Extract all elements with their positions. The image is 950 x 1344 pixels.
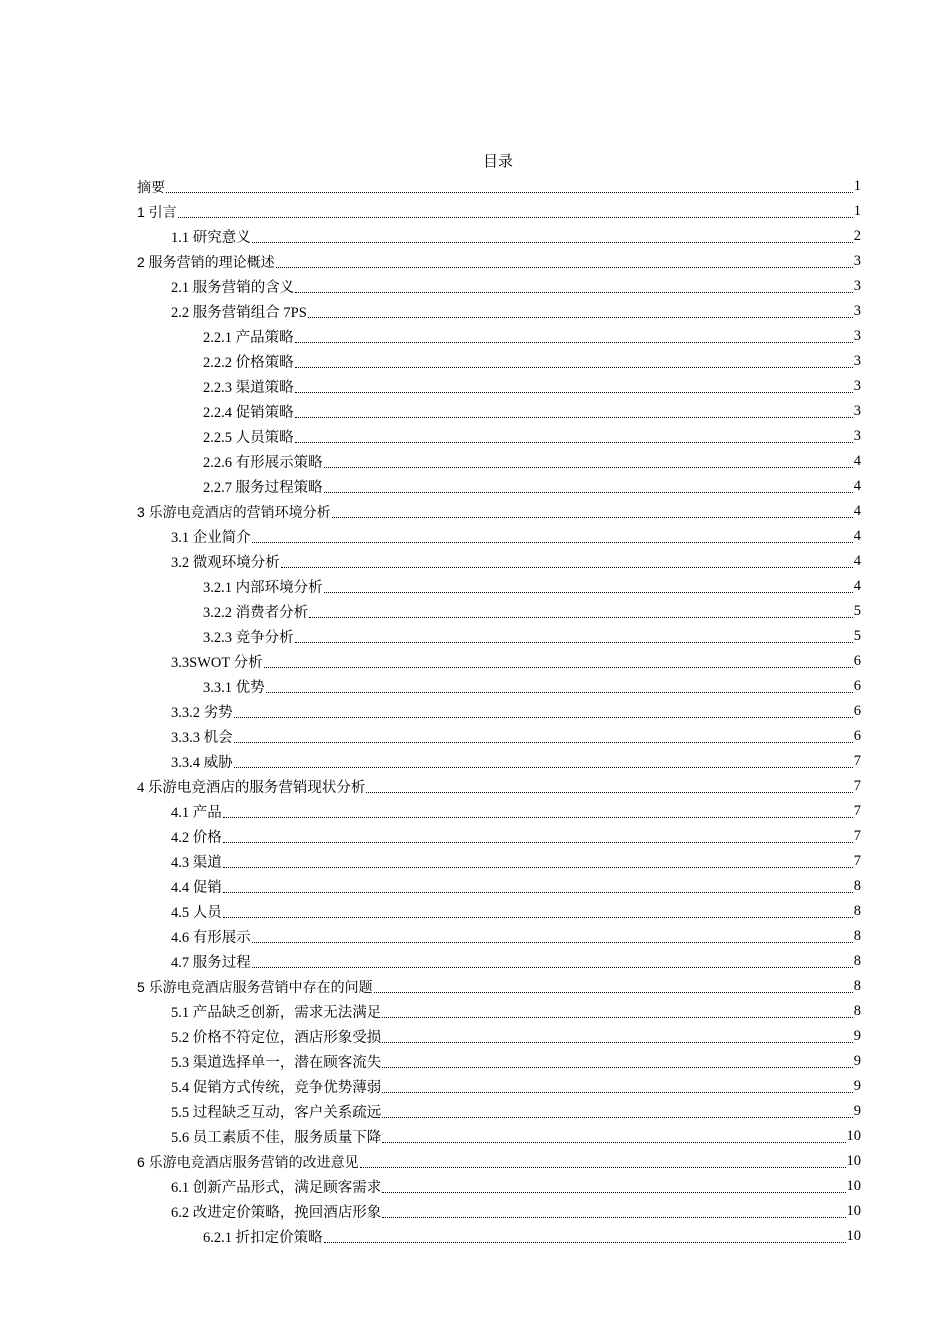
toc-entry[interactable] bbox=[137, 799, 861, 824]
toc-entry-label: 3.3SWOT 分析 bbox=[171, 655, 263, 671]
toc-entry[interactable] bbox=[137, 624, 861, 649]
dot-leader bbox=[374, 978, 853, 993]
toc-entry-label: 6.1 创新产品形式，满足顾客需求 bbox=[171, 1180, 382, 1196]
toc-entry-label: 4.3 渠道 bbox=[171, 855, 222, 871]
dot-leader bbox=[252, 928, 853, 943]
toc-entry-page-number: 8 bbox=[853, 928, 861, 944]
toc-entry-label: 摘要 bbox=[137, 178, 165, 195]
toc-entry-label: 4.5 人员 bbox=[171, 905, 222, 921]
dot-leader bbox=[266, 678, 853, 693]
toc-entry[interactable] bbox=[137, 849, 861, 874]
dot-leader bbox=[332, 503, 853, 518]
toc-entry-page-number: 10 bbox=[846, 1178, 861, 1194]
toc-entry[interactable] bbox=[137, 1049, 861, 1074]
toc-entry[interactable] bbox=[137, 499, 861, 524]
toc-entry[interactable] bbox=[137, 199, 861, 224]
toc-entry-page-number: 8 bbox=[853, 878, 861, 894]
toc-entry-page-number: 9 bbox=[853, 1078, 861, 1094]
toc-entry-page-number: 6 bbox=[853, 653, 861, 669]
dot-leader bbox=[223, 803, 853, 818]
toc-entry-page-number: 6 bbox=[853, 703, 861, 719]
toc-entry[interactable] bbox=[137, 874, 861, 899]
toc-entry[interactable] bbox=[137, 949, 861, 974]
toc-entry[interactable] bbox=[137, 349, 861, 374]
toc-entry-page-number: 5 bbox=[853, 628, 861, 644]
dot-leader bbox=[281, 553, 853, 568]
toc-entry-label: 5.2 价格不符定位，酒店形象受损 bbox=[171, 1030, 382, 1046]
toc-entry-page-number: 6 bbox=[853, 728, 861, 744]
toc-entry-label: 2.2.1 产品策略 bbox=[203, 330, 294, 346]
toc-entry[interactable] bbox=[137, 1174, 861, 1199]
dot-leader bbox=[252, 528, 853, 543]
dot-leader bbox=[324, 578, 853, 593]
toc-entry-label: 4.4 促销 bbox=[171, 880, 222, 896]
dot-leader bbox=[382, 1128, 845, 1143]
dot-leader bbox=[223, 903, 853, 918]
toc-entry[interactable] bbox=[137, 749, 861, 774]
toc-entry-label: 3.2.2 消费者分析 bbox=[203, 605, 309, 621]
dot-leader bbox=[166, 178, 853, 193]
toc-entry-page-number: 9 bbox=[853, 1053, 861, 1069]
toc-entry[interactable] bbox=[137, 224, 861, 249]
dot-leader bbox=[295, 278, 853, 293]
dot-leader bbox=[295, 403, 853, 418]
dot-leader bbox=[234, 728, 853, 743]
toc-entry-label: 6.2.1 折扣定价策略 bbox=[203, 1230, 323, 1246]
dot-leader bbox=[264, 653, 853, 668]
toc-entry[interactable] bbox=[137, 699, 861, 724]
toc-title: 目录 bbox=[482, 154, 513, 170]
table-of-contents bbox=[137, 174, 861, 1249]
dot-leader bbox=[360, 1153, 846, 1168]
toc-entry-page-number: 2 bbox=[853, 228, 861, 244]
toc-entry-page-number: 5 bbox=[853, 603, 861, 619]
toc-entry-label: 4.2 价格 bbox=[171, 830, 222, 846]
toc-entry-page-number: 4 bbox=[853, 453, 861, 469]
toc-entry-label: 3.2.3 竞争分析 bbox=[203, 630, 294, 646]
toc-entry[interactable] bbox=[137, 599, 861, 624]
toc-entry[interactable] bbox=[137, 249, 861, 274]
toc-entry-page-number: 10 bbox=[846, 1153, 861, 1169]
toc-entry-page-number: 10 bbox=[846, 1128, 861, 1144]
toc-entry-page-number: 3 bbox=[853, 378, 861, 394]
toc-entry[interactable] bbox=[137, 649, 861, 674]
toc-entry-label: 2.2.6 有形展示策略 bbox=[203, 455, 323, 471]
toc-entry-label: 4.7 服务过程 bbox=[171, 955, 251, 971]
toc-entry-page-number: 4 bbox=[853, 553, 861, 569]
toc-entry-label: 5.5 过程缺乏互动，客户关系疏远 bbox=[171, 1105, 382, 1121]
toc-entry[interactable] bbox=[137, 1149, 861, 1174]
toc-entry-label: 3.2 微观环境分析 bbox=[171, 555, 280, 571]
toc-entry-label: 2.2.7 服务过程策略 bbox=[203, 480, 323, 496]
toc-entry[interactable] bbox=[137, 174, 861, 199]
toc-entry[interactable] bbox=[137, 924, 861, 949]
toc-entry-label: 5.3 渠道选择单一，潜在顾客流失 bbox=[171, 1055, 382, 1071]
toc-entry[interactable] bbox=[137, 474, 861, 499]
dot-leader bbox=[382, 1203, 845, 1218]
dot-leader bbox=[382, 1003, 853, 1018]
toc-entry-label: 1.1 研究意义 bbox=[171, 230, 251, 246]
dot-leader bbox=[382, 1028, 853, 1043]
dot-leader bbox=[308, 303, 853, 318]
toc-entry-label: 2.2 服务营销组合 7PS bbox=[171, 305, 307, 321]
toc-entry-label: 3.3.2 劣势 bbox=[171, 705, 233, 721]
toc-entry-page-number: 4 bbox=[853, 528, 861, 544]
toc-entry-page-number: 6 bbox=[853, 678, 861, 694]
toc-entry-page-number: 4 bbox=[853, 503, 861, 519]
toc-entry-label: 3.1 企业简介 bbox=[171, 530, 251, 546]
dot-leader bbox=[382, 1078, 853, 1093]
dot-leader bbox=[178, 203, 853, 218]
toc-entry-page-number: 9 bbox=[853, 1028, 861, 1044]
toc-entry[interactable] bbox=[137, 999, 861, 1024]
dot-leader bbox=[366, 778, 852, 793]
toc-entry[interactable] bbox=[137, 524, 861, 549]
toc-entry-page-number: 1 bbox=[853, 178, 861, 194]
toc-entry-label: 3.3.4 威胁 bbox=[171, 755, 233, 771]
toc-entry-page-number: 1 bbox=[853, 203, 861, 219]
dot-leader bbox=[252, 953, 853, 968]
toc-entry-page-number: 7 bbox=[853, 778, 861, 794]
toc-entry[interactable] bbox=[137, 299, 861, 324]
toc-entry[interactable] bbox=[137, 274, 861, 299]
toc-entry-label: 5.4 促销方式传统，竞争优势薄弱 bbox=[171, 1080, 382, 1096]
toc-entry[interactable] bbox=[137, 549, 861, 574]
toc-entry[interactable] bbox=[137, 1199, 861, 1224]
toc-entry-label: 5.1 产品缺乏创新，需求无法满足 bbox=[171, 1005, 382, 1021]
toc-entry-label: 2.2.3 渠道策略 bbox=[203, 380, 294, 396]
dot-leader bbox=[295, 628, 853, 643]
toc-entry-page-number: 8 bbox=[853, 903, 861, 919]
toc-entry-page-number: 4 bbox=[853, 578, 861, 594]
toc-entry-label: 5 乐游电竞酒店服务营销中存在的问题 bbox=[137, 978, 373, 995]
dot-leader bbox=[324, 1228, 846, 1243]
toc-entry[interactable] bbox=[137, 1099, 861, 1124]
toc-entry[interactable] bbox=[137, 674, 861, 699]
toc-entry-label: 4.6 有形展示 bbox=[171, 930, 251, 946]
toc-entry[interactable] bbox=[137, 424, 861, 449]
toc-entry-page-number: 7 bbox=[853, 828, 861, 844]
toc-entry-page-number: 3 bbox=[853, 353, 861, 369]
toc-entry-page-number: 10 bbox=[846, 1228, 861, 1244]
toc-entry[interactable] bbox=[137, 449, 861, 474]
toc-entry-page-number: 7 bbox=[853, 753, 861, 769]
dot-leader bbox=[252, 228, 853, 243]
toc-entry-label: 3.3.3 机会 bbox=[171, 730, 233, 746]
toc-entry-label: 3.3.1 优势 bbox=[203, 680, 265, 696]
toc-entry[interactable] bbox=[137, 974, 861, 999]
toc-entry[interactable] bbox=[137, 824, 861, 849]
dot-leader bbox=[223, 828, 853, 843]
dot-leader bbox=[309, 603, 853, 618]
toc-entry[interactable] bbox=[137, 1224, 861, 1249]
toc-entry-label: 6.2 改进定价策略，挽回酒店形象 bbox=[171, 1205, 382, 1221]
toc-entry-page-number: 8 bbox=[853, 1003, 861, 1019]
toc-entry-label: 3.2.1 内部环境分析 bbox=[203, 580, 323, 596]
toc-entry-page-number: 3 bbox=[853, 303, 861, 319]
toc-entry[interactable] bbox=[137, 574, 861, 599]
toc-entry[interactable] bbox=[137, 774, 861, 799]
dot-leader bbox=[234, 703, 853, 718]
toc-entry-label: 6 乐游电竞酒店服务营销的改进意见 bbox=[137, 1153, 359, 1170]
toc-entry-label: 2.2.4 促销策略 bbox=[203, 405, 294, 421]
toc-entry-page-number: 7 bbox=[853, 803, 861, 819]
toc-entry-label: 3 乐游电竞酒店的营销环境分析 bbox=[137, 503, 331, 520]
toc-entry-page-number: 3 bbox=[853, 403, 861, 419]
dot-leader bbox=[382, 1053, 853, 1068]
dot-leader bbox=[324, 453, 853, 468]
dot-leader bbox=[295, 428, 853, 443]
toc-entry[interactable] bbox=[137, 324, 861, 349]
toc-entry-page-number: 3 bbox=[853, 278, 861, 294]
dot-leader bbox=[382, 1103, 853, 1118]
toc-entry[interactable] bbox=[137, 899, 861, 924]
toc-entry[interactable] bbox=[137, 374, 861, 399]
dot-leader bbox=[324, 478, 853, 493]
toc-entry-page-number: 8 bbox=[853, 953, 861, 969]
dot-leader bbox=[295, 378, 853, 393]
toc-entry-label: 4.1 产品 bbox=[171, 805, 222, 821]
toc-entry-page-number: 9 bbox=[853, 1103, 861, 1119]
toc-entry-label: 5.6 员工素质不佳，服务质量下降 bbox=[171, 1130, 382, 1146]
dot-leader bbox=[276, 253, 853, 268]
toc-entry[interactable] bbox=[137, 724, 861, 749]
toc-entry[interactable] bbox=[137, 1024, 861, 1049]
toc-entry-page-number: 8 bbox=[853, 978, 861, 994]
dot-leader bbox=[295, 353, 853, 368]
toc-entry-page-number: 3 bbox=[853, 328, 861, 344]
toc-entry[interactable] bbox=[137, 1074, 861, 1099]
dot-leader bbox=[223, 878, 853, 893]
toc-entry-label: 2.1 服务营销的含义 bbox=[171, 280, 295, 296]
toc-entry-label: 4 乐游电竞酒店的服务营销现状分析 bbox=[137, 780, 366, 796]
toc-entry-label: 1 引言 bbox=[137, 203, 177, 220]
toc-entry[interactable] bbox=[137, 1124, 861, 1149]
dot-leader bbox=[295, 328, 853, 343]
toc-entry-label: 2 服务营销的理论概述 bbox=[137, 253, 275, 270]
toc-entry[interactable] bbox=[137, 399, 861, 424]
dot-leader bbox=[223, 853, 853, 868]
toc-entry-page-number: 10 bbox=[846, 1203, 861, 1219]
toc-entry-page-number: 7 bbox=[853, 853, 861, 869]
toc-entry-page-number: 3 bbox=[853, 253, 861, 269]
toc-entry-page-number: 4 bbox=[853, 478, 861, 494]
toc-entry-label: 2.2.2 价格策略 bbox=[203, 355, 294, 371]
dot-leader bbox=[382, 1178, 845, 1193]
toc-entry-page-number: 3 bbox=[853, 428, 861, 444]
toc-entry-label: 2.2.5 人员策略 bbox=[203, 430, 294, 446]
dot-leader bbox=[234, 753, 853, 768]
